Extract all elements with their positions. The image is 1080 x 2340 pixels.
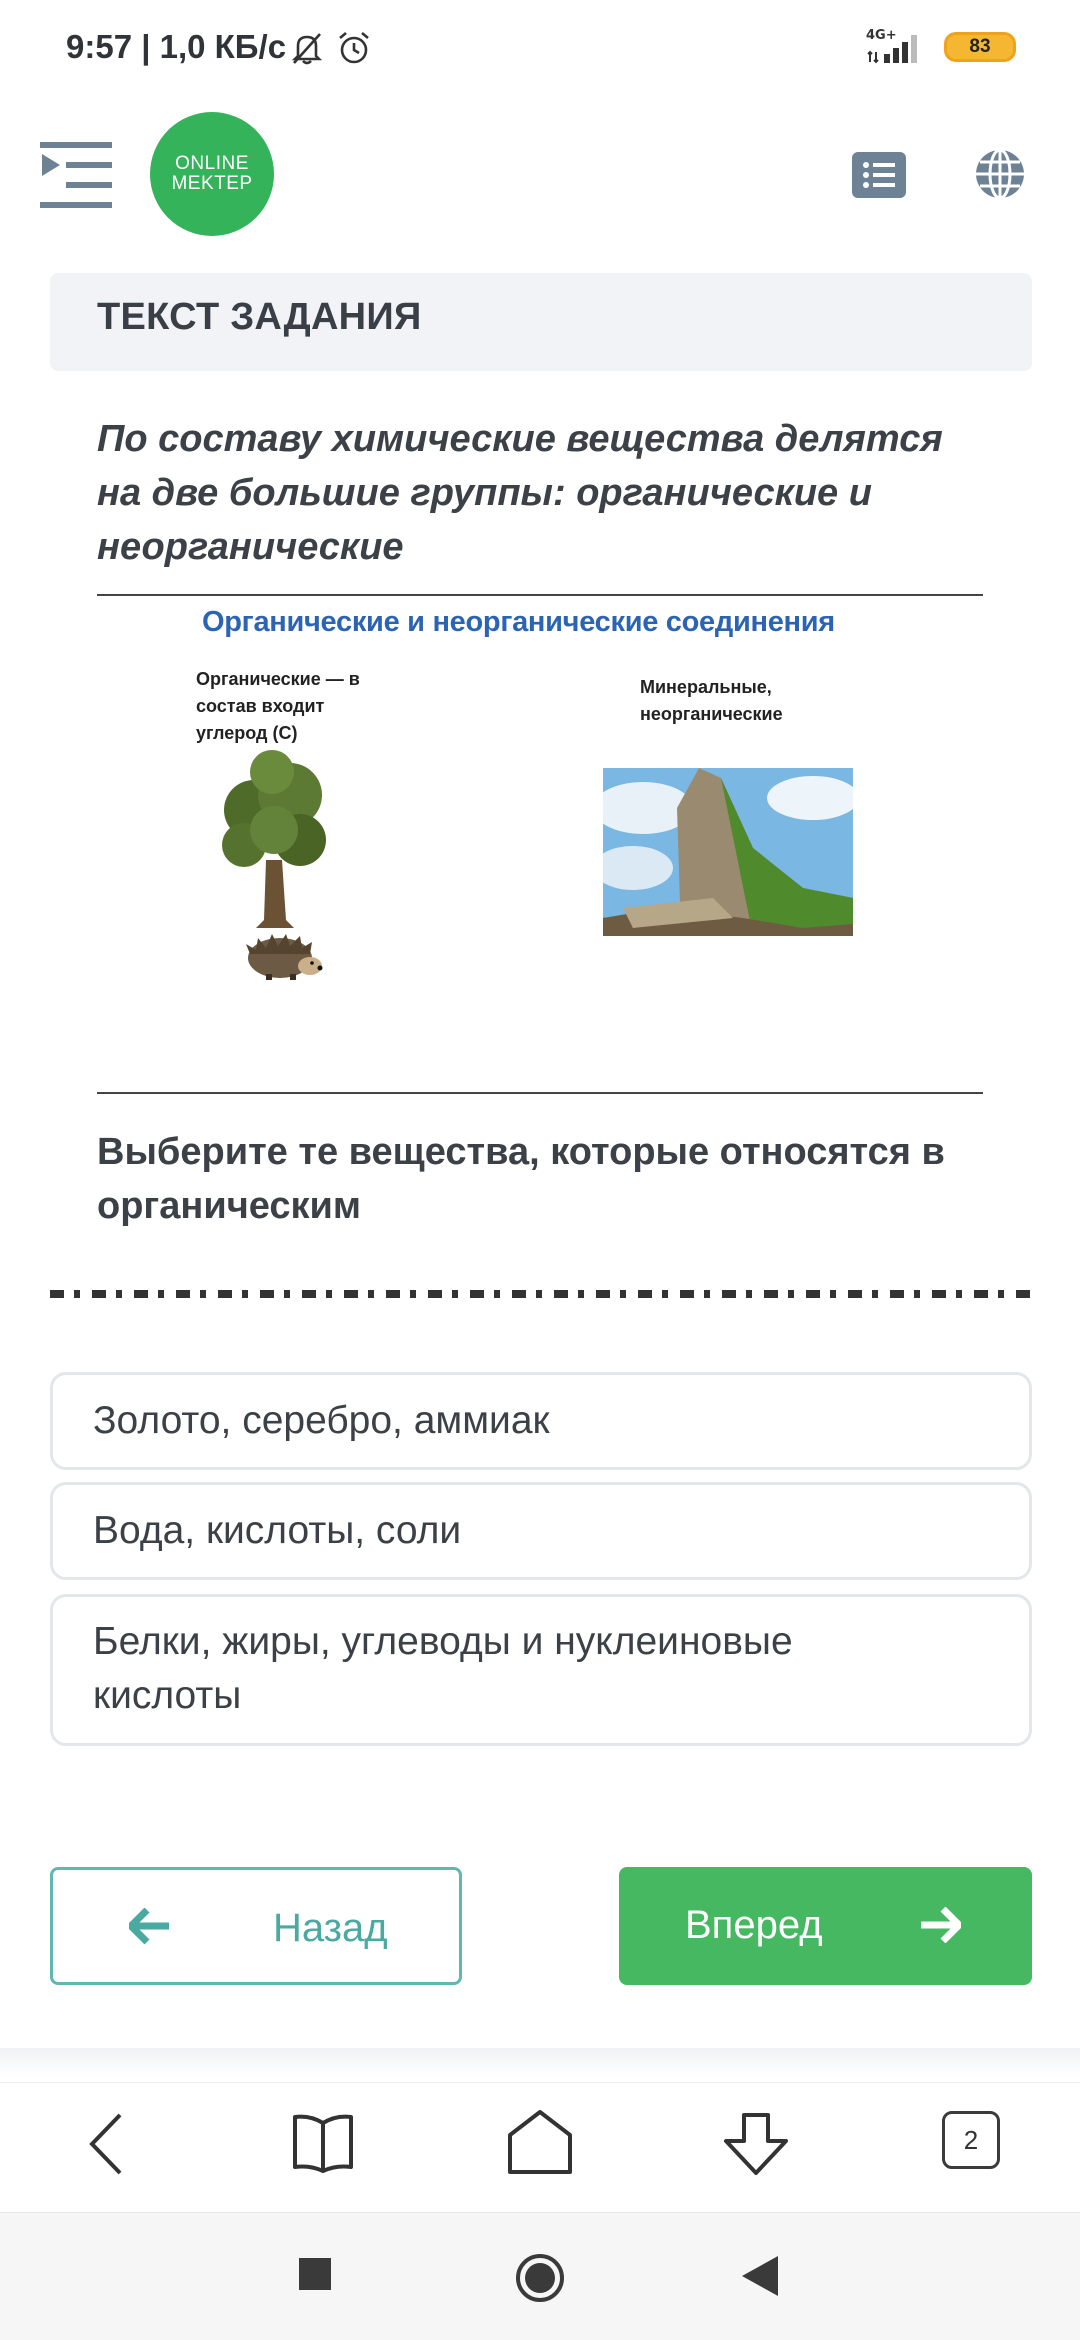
alarm-icon [336,30,372,66]
logo-text-line2: MEKTEP [171,173,253,194]
task-header [50,273,1032,371]
signal-icon [866,30,926,64]
bell-off-icon [290,30,324,66]
logo-text-line1: ONLINE [175,153,249,174]
tree-image [210,750,340,930]
back-button-label: Назад [273,1906,388,1950]
answer-option-3[interactable] [50,1594,1032,1746]
browser-toolbar [0,2082,1080,2212]
back-icon[interactable] [86,2113,126,2175]
hedgehog-image [244,930,324,982]
next-button-label: Вперед [685,1903,823,1947]
dashed-separator [50,1290,1032,1298]
question-text: Выберите те вещества, которые относятся в органическим [97,1131,945,1227]
globe-icon[interactable] [974,148,1026,200]
figure-organic-label: Органические — в состав входит углерод (С) [196,669,360,743]
content-bottom-shadow [0,2048,1080,2078]
task-figure [190,600,900,1000]
divider-bottom [97,1092,983,1094]
option-label: Белки, жиры, углеводы и нуклеиновые кислоты [93,1620,793,1717]
menu-icon[interactable] [40,142,112,208]
status-right [866,30,1016,64]
recents-icon[interactable] [299,2258,331,2290]
figure-title: Органические и неорганические соединения [202,606,835,638]
list-icon[interactable] [852,152,906,198]
tab-count-label: 2 [963,2124,979,2155]
network-type: 4G+ [866,28,897,43]
divider-top [97,594,983,596]
arrow-right-icon [919,1907,961,1943]
answer-option-2[interactable] [50,1482,1032,1580]
battery-icon [944,32,1016,62]
landscape-image [603,768,853,936]
status-time: 9:57 | 1,0 КБ/с [66,28,287,65]
tabs-icon[interactable] [942,2111,1000,2169]
task-header-title: ТЕКСТ ЗАДАНИЯ [97,296,422,338]
answer-option-1[interactable] [50,1372,1032,1470]
figure-mineral-label: Минеральные, неорганические [640,677,783,724]
option-label: Золото, серебро, аммиак [93,1399,550,1442]
system-nav-bar [0,2212,1080,2340]
status-bar [0,0,1080,100]
task-text: По составу химические вещества делятся на две большие группы: органические и неорганические [97,418,943,568]
home-icon[interactable] [507,2109,573,2175]
next-button[interactable] [619,1867,1032,1985]
bookmarks-icon[interactable] [292,2113,354,2173]
app-header [0,100,1080,270]
back-button[interactable] [50,1867,462,1985]
online-mektep-logo[interactable] [150,112,274,236]
battery-level: 83 [969,36,991,57]
arrow-left-icon [129,1908,171,1944]
home-button-icon[interactable] [515,2253,565,2303]
back-button-icon[interactable] [742,2256,778,2296]
download-icon[interactable] [722,2113,790,2177]
option-label: Вода, кислоты, соли [93,1509,462,1552]
status-left-icons [290,30,372,66]
